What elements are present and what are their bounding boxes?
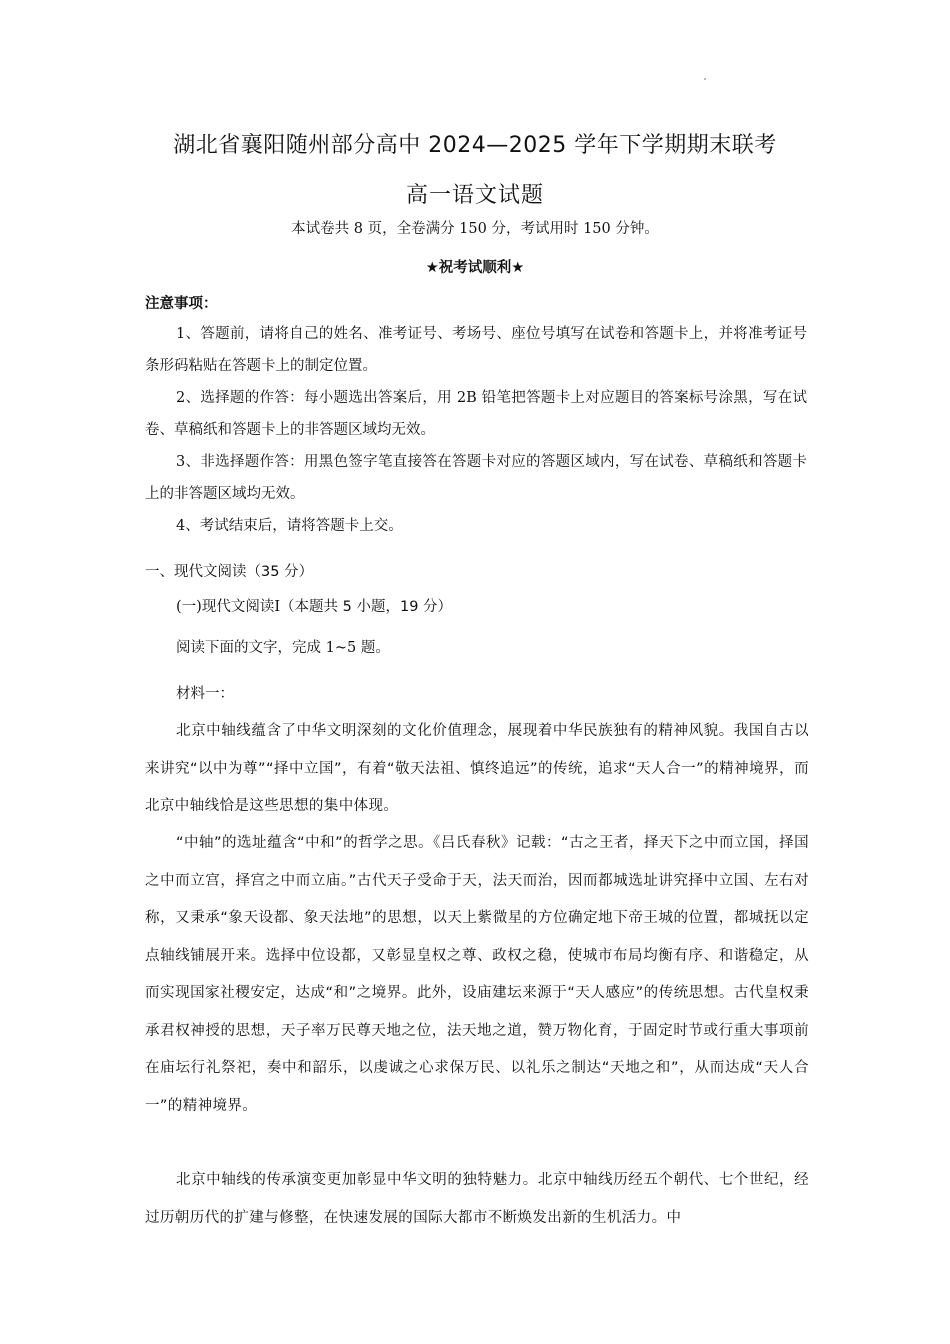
exam-title: 湖北省襄阳随州部分高中 2024—2025 学年下学期期末联考 xyxy=(173,133,777,158)
material-label: 材料一： xyxy=(176,686,234,702)
section-heading xyxy=(145,556,313,588)
notice-item-4: 4、考试结束后，请将答题卡上交。 xyxy=(176,518,403,534)
notice-item-1: 1、答题前，请将自己的姓名、准考证号、考场号、座位号填写在试卷和答题卡上，并将准考证号条形码粘贴在答题卡上的制定位置。 xyxy=(145,326,807,374)
notice-item-3: 3、非选择题作答：用黑色签字笔直接答在答题卡对应的答题区域内，写在试卷、草稿纸和答题卡上的非答题区域均无效。 xyxy=(145,454,807,502)
article-paragraph-2: “中轴”的选址蕴含“中和”的哲学之思。《吕氏春秋》记载：“古之王者，择天下之中而立国，择国之中而立宫，择宫之中而立庙。”古代天子受命于天，法天而治，因而都城选址讲究择中立国、左右对称，又秉承“象天设都、象天法地”的思想，以天上紫微星的方位确定地下帝王城的位置，都城抚以定点轴线铺展开来。选择中位设都，又彰显皇权之尊、政权之稳，使城市布局均衡有序、和谐稳定，从而实现国家社稷安定，达成“和”之境界。此外，设庙建坛来源于“天人感应”的传统思想。古代皇权秉承君权神授的思想，天子率万民尊天地之位，法天地之道，赞万物化育，于固定时节或行重大事项前在庙坛行礼祭祀，奏中和韶乐，以虔诚之心求保万民、以礼乐之制达“天地之和”，从而达成“天人合一”的精神境界。 xyxy=(145,835,809,1114)
good-luck-line: ★祝考试顺利★ xyxy=(425,260,525,276)
article-paragraph-1: 北京中轴线蕴含了中华文明深刻的文化价值理念，展现着中华民族独有的精神风貌。我国自古以来讲究“以中为尊”“择中立国”，有着“敬天法祖、慎终追远”的传统，追求“天人合一”的精神境界，而北京中轴线恰是这些思想的集中体现。 xyxy=(145,723,809,814)
exam-info: 本试卷共 8 页，全卷满分 150 分，考试用时 150 分钟。 xyxy=(291,221,659,237)
subsection-prefix: (一)现代文阅读Ⅰ xyxy=(176,599,281,615)
section-points: 35 分 xyxy=(261,564,299,580)
exam-subject-title: 高一语文试题 xyxy=(405,183,544,208)
reading-instruction: 阅读下面的文字，完成 1~5 题。 xyxy=(176,640,390,656)
notice-item-2: 2、选择题的作答：每小题选出答案后，用 2B 铅笔把答题卡上对应题目的答案标号涂黑，写在试卷、草稿纸和答题卡上的非答题区域均无效。 xyxy=(145,390,807,438)
subsection-points: （本题共 5 小题，19 分） xyxy=(280,599,453,615)
scan-speck xyxy=(704,78,706,80)
article-paragraph-3: 北京中轴线的传承演变更加彰显中华文明的独特魅力。北京中轴线历经五个朝代、七个世纪，经过历朝历代的扩建与修整，在快速发展的国际大都市不断焕发出新的生机活力。中 xyxy=(145,1172,809,1226)
notice-heading: 注意事项： xyxy=(145,296,218,312)
section-title-end: ） xyxy=(298,564,314,580)
subsection-heading xyxy=(176,591,452,623)
section-title: 一、现代文阅读（ xyxy=(145,564,261,580)
